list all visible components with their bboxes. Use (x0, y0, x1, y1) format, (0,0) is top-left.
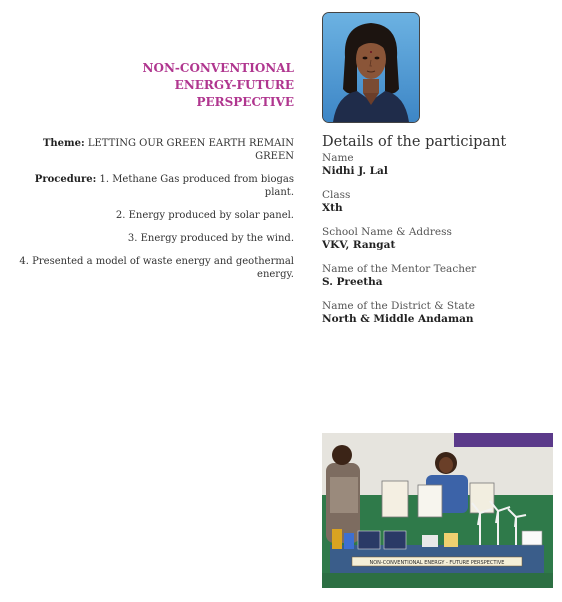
theme-label: Theme: (42, 138, 85, 149)
mentor-label: Name of the Mentor Teacher (322, 263, 477, 275)
procedure-step-1-text: 1. Methane Gas produced from biogas plant. (96, 174, 294, 198)
project-description (14, 137, 294, 291)
class-label: Class (322, 189, 351, 201)
school-value: VKV, Rangat (322, 239, 396, 251)
project-model-photo (322, 433, 553, 588)
procedure-step-1 (14, 173, 294, 199)
name-field (322, 152, 552, 178)
procedure-step-2: 2. Energy produced by solar panel. (115, 210, 294, 221)
mentor-value: S. Preetha (322, 276, 383, 288)
class-field (322, 189, 552, 215)
procedure-step-3: 3. Energy produced by the wind. (127, 233, 294, 244)
school-label: School Name & Address (322, 226, 452, 238)
title-line-1: NON-CONVENTIONAL (142, 61, 294, 75)
details-heading: Details of the participant (322, 134, 507, 150)
participant-details (322, 134, 552, 337)
portrait-illustration (323, 13, 419, 122)
procedure-label: Procedure: (34, 174, 97, 185)
name-value: Nidhi J. Lal (322, 165, 388, 177)
theme-text: LETTING OUR GREEN EARTH REMAIN GREEN (84, 138, 294, 162)
project-title (34, 60, 294, 111)
theme-paragraph (14, 137, 294, 163)
mentor-field (322, 263, 552, 289)
title-line-3: PERSPECTIVE (196, 95, 294, 109)
procedure-step-4: 4. Presented a model of waste energy and geothermal energy. (19, 256, 294, 280)
class-value: Xth (322, 202, 343, 214)
name-label: Name (322, 152, 354, 164)
participant-photo (322, 12, 420, 123)
model-banner-text: NON-CONVENTIONAL ENERGY - FUTURE PERSPECTIVE (369, 560, 505, 566)
district-field (322, 300, 552, 326)
district-label: Name of the District & State (322, 300, 476, 312)
title-line-2: ENERGY-FUTURE (174, 78, 294, 92)
exhibition-illustration (322, 433, 553, 588)
school-field (322, 226, 552, 252)
district-value: North & Middle Andaman (322, 313, 474, 325)
